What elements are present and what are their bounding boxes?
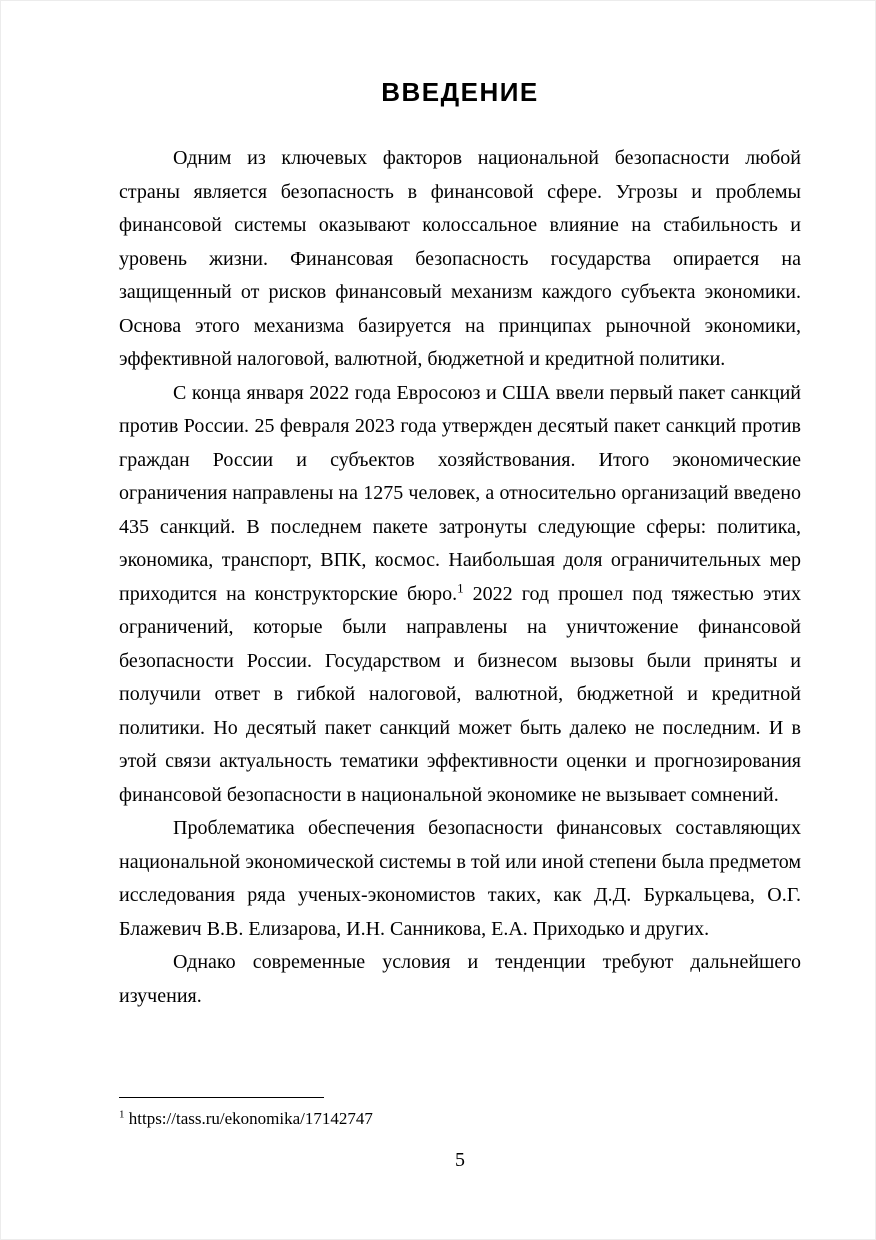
page-title: ВВЕДЕНИЕ: [381, 77, 539, 107]
footnote-url-text: https://tass.ru/ekonomika/17142747: [124, 1109, 373, 1128]
footnote-separator-rule: [119, 1097, 324, 1098]
intro-paragraph-1: Одним из ключевых факторов национальной безопасности любой страны является безопасность в финансовой сфере. Угрозы и проблемы финансовой системы оказывают колоссальное влияние на стабильность и уровень жизни. Финансовая безопасность государства опирается на защищенный от рисков финансовый механизм каждого субъекта экономики. Основа этого механизма базируется на принципах рыночной экономики, эффективной налоговой, валютной, бюджетной и кредитной политики.: [119, 147, 801, 370]
paragraph-2-text-after-footnote: 2022 год прошел под тяжестью этих ограничений, которые были направлены на уничтожение финансовой безопасности России. Государством и бизнесом вызовы были приняты и получили ответ в гибкой налоговой, валютной, бюджетной и кредитной политики. Но десятый пакет санкций может быть далеко не последним. И в этой связи актуальность тематики эффективности оценки и прогнозирования финансовой безопасности в национальной экономике не вызывает сомнений.: [119, 582, 801, 806]
footnote-number: 1: [119, 1108, 125, 1121]
intro-paragraph-2: [119, 377, 801, 813]
intro-paragraph-4: Однако современные условия и тенденции требуют дальнейшего изучения.: [119, 951, 801, 1007]
page-number: 5: [455, 1149, 465, 1171]
footnote-section: [119, 1097, 801, 1130]
footnote-item: [119, 1108, 801, 1130]
text-block: [119, 77, 801, 1013]
paragraph-2-text-before-footnote: С конца января 2022 года Евросоюз и США ввели первый пакет санкций против России. 25 февраля 2023 года утвержден десятый пакет санкций против граждан России и субъектов хозяйствования. Итого экономические ограничения направлены на 1275 человек, а относительно организаций введено 435 санкций. В последнем пакете затронуты следующие сферы: политика, экономика, транспорт, ВПК, космос. Наибольшая доля ограничительных мер приходится на конструкторские бюро.: [119, 381, 801, 605]
intro-paragraph-3: Проблематика обеспечения безопасности финансовых составляющих национальной экономической системы в той или иной степени была предметом исследования ряда ученых-экономистов таких, как Д.Д. Буркальцева, О.Г. Блажевич В.В. Елизарова, И.Н. Санникова, Е.А. Приходько и других.: [119, 817, 801, 940]
footnote-ref-marker: 1: [457, 579, 464, 595]
